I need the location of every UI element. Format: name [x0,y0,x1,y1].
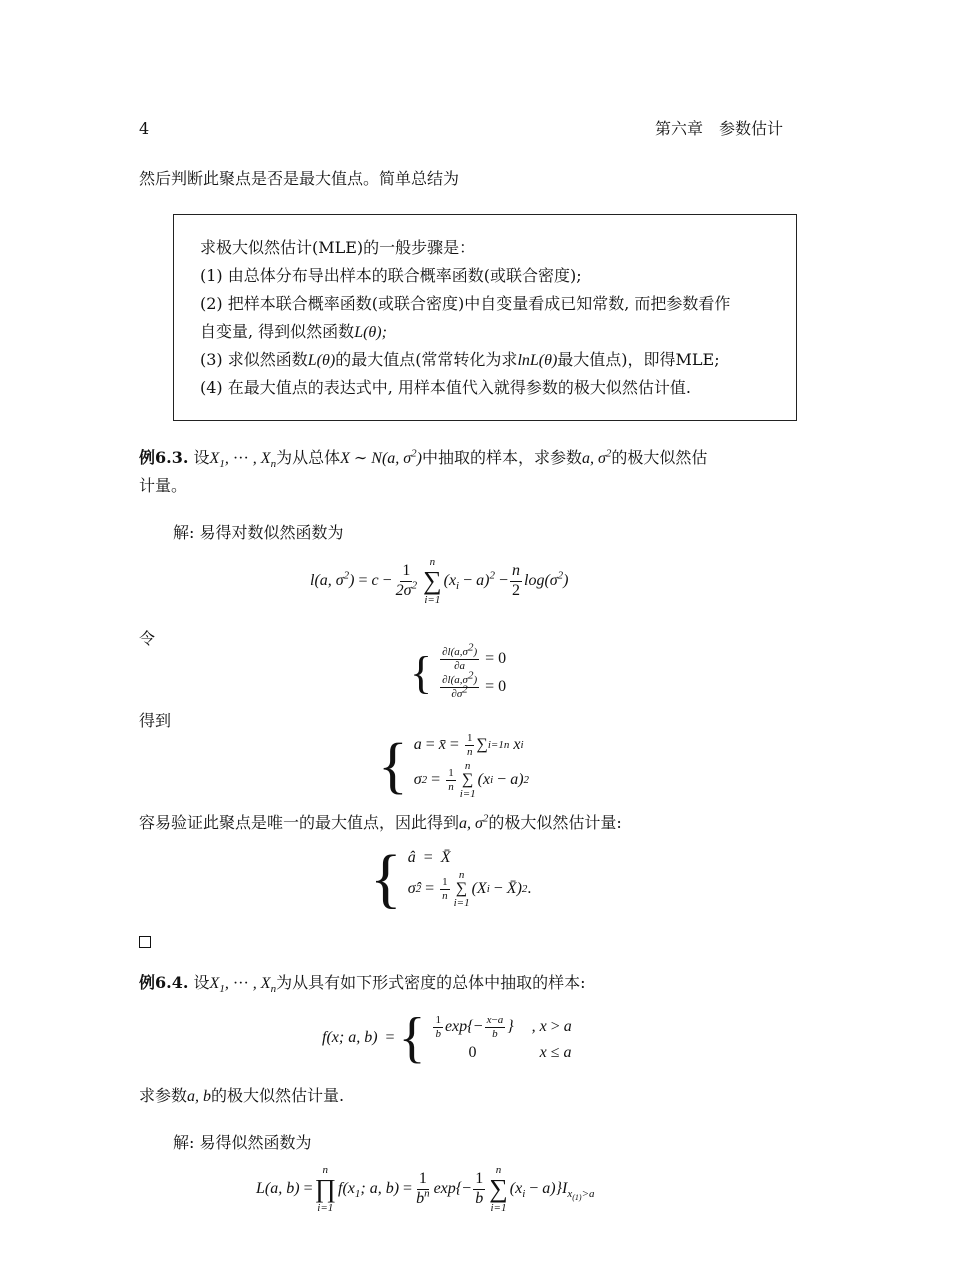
chapter-title: 第六章 参数估计 [655,119,784,138]
log-likelihood-equation: l(a, $\sigma^2) = c$ − $\frac{1}{2\sigma^2}$ n ∑ i=1 $(x_i - a)^2$ − $\frac{n}{2}$ $\log(\sigma^2)$ [310,556,569,606]
example-6-3-statement [139,447,707,470]
example-6-4-label: 例6.4. [139,973,189,992]
mle-step-3-c: 的最大值点(常常转化为求 [335,350,518,369]
ex63-solution-intro: 解: 易得对数似然函数为 [173,523,344,542]
partial-derivative-system: { $\frac{\partial l(a,\sigma^2)}{\partial a}$ = 0 $\frac{\partial l(a,\sigma^2)}{\partial\sigma^2}$ = 0 [410,641,507,700]
likelihood-symbol: L(θ); [354,324,387,341]
ex64-ask [139,1085,344,1108]
ex64-text-a: 设 [193,973,210,992]
density-definition: f(x; a, b) = { $\frac{1}{b}$ exp{ − $\frac{x-a}{b}$ } , x > a 0 x ≤ a [322,1007,572,1069]
verify-text-a: 容易验证此聚点是唯一的最大值点，因此得到 [139,813,460,832]
verify-params-expr: a, $\sigma^2$ [459,812,489,832]
ex63-population-expr: X ∼ N(a, $\sigma^2$) [340,447,422,467]
mle-step-3-d: lnL(θ) [517,352,558,369]
ex63-text-e: 计量。 [139,476,188,495]
mle-step-3-e: 最大值点)，即得MLE; [557,350,720,369]
mle-step-3-a: (3) 求似然函数 [200,350,308,369]
page-number: 4 [139,119,150,138]
example-6-3-label: 例6.3. [139,448,189,467]
mle-step-1: (1) 由总体分布导出样本的联合概率函数(或联合密度); [200,266,582,285]
ex64-ask-b: 的极大似然估计量. [211,1086,345,1105]
ex64-params-expr: a, b [187,1088,212,1105]
likelihood-equation: L(a, b) = n ∏ i=1 $f(x_1$; a, b) = $\frac{1}{b^n}$ exp{− $\frac{1}{b}$ n ∑ i=1 $(x_i - a)\}I_{x_{(1)}>a}$ [256,1164,595,1214]
ex63-text-c: 中抽取的样本，求参数 [422,448,583,467]
mle-steps-box [173,214,797,421]
ex64-text-b: 为从具有如下形式密度的总体中抽取的样本: [276,973,586,992]
mle-step-2: (2) 把样本联合概率函数(或联合密度)中自变量看成已知常数, 而把参数看作 [200,294,731,313]
ex63-sample-expr: $X_1$, ··· , $X_n$ [209,450,277,471]
ex63-text-a: 设 [193,448,210,467]
mle-step-3 [200,349,720,372]
ex63-params-expr: a, $\sigma^2$ [582,447,612,467]
ex64-sample-expr: $X_1$, ··· , $X_n$ [209,975,277,996]
obtain-word: 得到 [139,711,172,730]
ex63-text-b: 为从总体 [276,448,341,467]
example-6-4-statement [139,972,585,995]
intro-line: 然后判断此聚点是否是最大值点。简单总结为 [139,169,460,188]
mle-step-3-b: L(θ) [307,352,336,369]
verify-statement [139,812,622,835]
verify-text-b: 的极大似然估计量: [488,813,622,832]
ex64-ask-a: 求参数 [139,1086,188,1105]
qed-square [139,936,151,948]
mle-step-2-cont [200,321,387,344]
mle-step-4: (4) 在最大值点的表达式中, 用样本值代入就得参数的极大似然估计值. [200,378,692,397]
stationary-point-system: { a = x̄ = $\frac{1}{n}$ ∑ i=1 n x i σ 2 = $\frac{1}{n}$ n ∑ i=1 (x i − a) 2 [378,732,530,801]
mle-estimator-system: { â = X̄ σ̂ 2 = $\frac{1}{n}$ n ∑ i=1 (X i − X̄) 2 . [370,842,532,915]
let-word: 令 [139,629,156,648]
ex63-text-d: 的极大似然估 [611,448,708,467]
mle-step-2-cont-text: 自变量, 得到似然函数 [200,322,355,341]
mle-step-heading: 求极大似然估计(MLE)的一般步骤是： [200,238,476,257]
ex64-solution-intro: 解: 易得似然函数为 [173,1133,312,1152]
